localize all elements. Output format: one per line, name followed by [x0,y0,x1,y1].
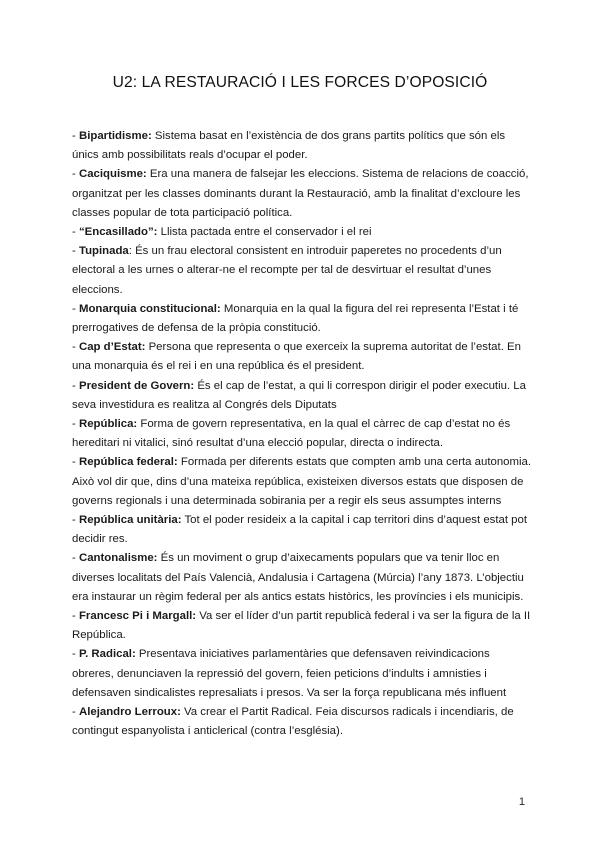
definition-item: - República: Forma de govern representativa, en la qual el càrrec de cap d’estat no és hereditari ni vitalici, sinó resultat d’una elecció popular, directa o indirecta. [72,418,511,450]
definition-text: : És un frau electoral consistent en introduir paperetes no procedents d’un electoral a les urnes o alterar-ne el recompte per tal de desvirtuar el resultat d’unes eleccions. [72,245,502,296]
definition-text: Era una manera de falsejar les eleccions. Sistema de relacions de coacció, organitzat per les classes dominants durant la Restauració, amb la finalitat d’excloure les classes popular de tota participació política. [72,168,529,219]
definition-term: Tupinada [78,245,129,258]
definition-term: República federal: [78,456,178,469]
definition-term: Francesc Pi i Margall: [78,610,197,623]
definition-term: Cantonalisme: [78,552,158,565]
definition-item: - República federal: Formada per diferents estats que compten amb una certa autonomia. Això vol dir que, dins d’una mateixa república, existeixen diversos estats que disposen de governs regionals i una determinada sobirania per a regir els seus assumptes interns [72,456,532,507]
definition-item: - Alejandro Lerroux: Va crear el Partit Radical. Feia discursos radicals i incendiaris, de contingut espanyolista i anticlerical (contra l’església). [72,706,514,738]
definition-text: Forma de govern representativa, en la qual el càrrec de cap d’estat no és hereditari ni vitalici, sinó resultat d’una elecció popular, directa o indirecta. [72,418,511,450]
definition-term: República: [78,418,138,431]
definition-term: Monarquia constitucional: [78,302,221,315]
definition-text: Presentava iniciatives parlamentàries que defensaven reivindicacions obreres, denunciaven la repressió del govern, feien peticions d’indults i amnisties i defensaven sindicalistes represaliats i presos. Va ser la força republicana més influent [72,648,507,699]
definition-term: Cap d’Estat: [78,341,146,354]
definition-item: - President de Govern: És el cap de l’estat, a qui li correspon dirigir el poder executiu. La seva investidura es realitza al Congrés dels Diputats [72,379,526,411]
definitions-list [72,127,532,742]
definition-text: Formada per diferents estats que compten amb una certa autonomia. Això vol dir que, dins d’una mateixa república, existeixen diversos estats que disposen de governs regionals i una determinada sobirania per a regir els seus assumptes interns [72,456,532,507]
definition-item: - “Encasillado”: Llista pactada entre el conservador i el rei [72,226,372,239]
definition-item: - Caciquisme: Era una manera de falsejar les eleccions. Sistema de relacions de coacció, organitzat per les classes dominants durant la Restauració, amb la finalitat d’excloure les classes popular de tota participació política. [72,168,529,219]
definition-term: President de Govern: [78,379,195,392]
definition-item: - República unitària: Tot el poder resideix a la capital i cap territori dins d’aquest estat pot decidir res. [72,514,528,546]
document-title: U2: LA RESTAURACIÓ I LES FORCES D’OPOSICIÓ [112,74,488,91]
definition-item: - Bipartidisme: Sistema basat en l’existència de dos grans partits polítics que són els únics amb possibilitats reals d’ocupar el poder. [72,130,506,162]
definition-item: - Cantonalisme: És un moviment o grup d’aixecaments populars que va tenir lloc en diverses localitats del País Valencià, Andalusia i Cartagena (Múrcia) l’any 1873. L’objectiu era instaurar un règim federal per als antics estats històrics, les províncies i els municipis. [72,552,524,603]
definition-text: Llista pactada entre el conservador i el rei [157,226,372,239]
definition-text: Persona que representa o que exerceix la suprema autoritat de l’estat. En una monarquia és el rei i en una república és el president. [72,341,521,373]
definition-item: - Monarquia constitucional: Monarquia en la qual la figura del rei representa l’Estat i té prerrogatives de defensa de la pròpia constitució. [72,302,519,335]
definition-term: Alejandro Lerroux: [78,706,181,719]
definition-text: Tot el poder resideix a la capital i cap territori dins d’aquest estat pot decidir res. [72,514,528,546]
page-number: 1 [518,796,525,808]
definition-term: “Encasillado”: [78,226,158,239]
definition-term: Bipartidisme: [78,130,152,142]
definition-text: Monarquia en la qual la figura del rei representa l’Estat i té prerrogatives de defensa de la pròpia constitució. [72,302,519,335]
definition-text: És el cap de l’estat, a qui li correspon dirigir el poder executiu. La seva investidura es realitza al Congrés dels Diputats [72,379,526,411]
definition-text: Va crear el Partit Radical. Feia discursos radicals i incendiaris, de contingut espanyolista i anticlerical (contra l’església). [72,706,514,738]
definition-term: República unitària: [78,514,182,527]
definition-item: - Cap d’Estat: Persona que representa o que exerceix la suprema autoritat de l’estat. En una monarquia és el rei i en una república és el president. [72,341,521,373]
definition-text: Va ser el líder d’un partit republicà federal i va ser la figura de la II República. [72,610,531,642]
definition-item: - P. Radical: Presentava iniciatives parlamentàries que defensaven reivindicacions obreres, denunciaven la repressió del govern, feien peticions d’indults i amnisties i defensaven sindicalistes represaliats i presos. Va ser la força republicana més influent [72,648,507,699]
definition-text: És un moviment o grup d’aixecaments populars que va tenir lloc en diverses localitats del País Valencià, Andalusia i Cartagena (Múrcia) l’any 1873. L’objectiu era instaurar un règim federal per als antics estats històrics, les províncies i els municipis. [72,552,524,603]
definition-item: - Tupinada: És un frau electoral consistent en introduir paperetes no procedents d’un electoral a les urnes o alterar-ne el recompte per tal de desvirtuar el resultat d’unes eleccions. [72,245,502,296]
definition-term: Caciquisme: [78,168,147,181]
definition-text: Sistema basat en l’existència de dos grans partits polítics que són els únics amb possibilitats reals d’ocupar el poder. [72,130,506,162]
definition-item: - Francesc Pi i Margall: Va ser el líder d’un partit republicà federal i va ser la figura de la II República. [72,610,531,642]
definition-term: P. Radical: [78,648,136,661]
